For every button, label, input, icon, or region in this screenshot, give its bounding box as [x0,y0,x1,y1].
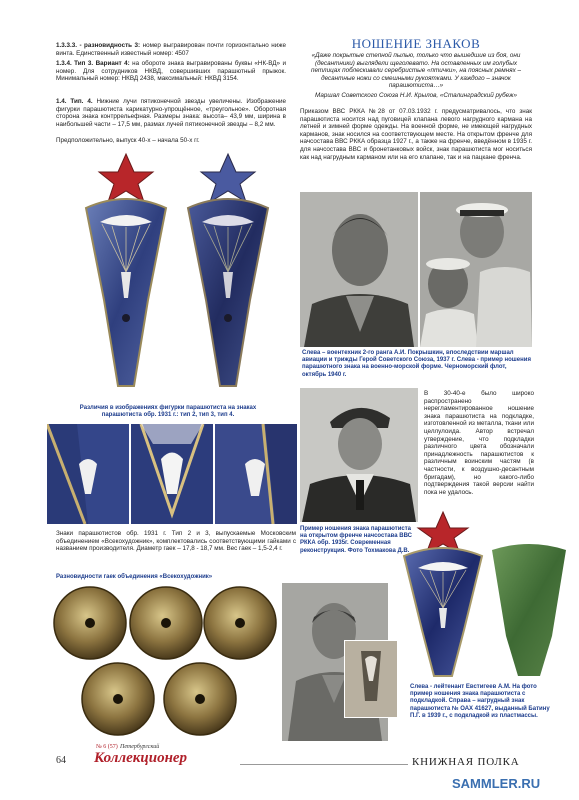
paragraph-type-4: 1.4. Тип. 4. Нижние лучи пятиконечной звезды увеличены. Изображение фигурки парашютиста карикатурно-упрощённое, «треугольное». Оборотная сторона знака контррельефная. Размеры знака: высота– 43,9 мм, ширина в наибольшей части – 17,5 мм, размах лучей пятиконечной звезды – 8,2 мм. [56,98,286,128]
closeup-type-2 [47,424,129,524]
footer-rule [240,764,408,765]
closeup-type-3 [131,424,213,524]
section-title: НОШЕНИЕ ЗНАКОВ [351,36,481,51]
parachutist-badge-left [78,150,174,390]
nut-5 [164,663,236,735]
caption-badge-differences: Различия в изображениях фигурки парашютиста на знаках парашютиста обр. 1931 г.: тип 2, тип 3, тип 4. [79,405,257,419]
page-number: 64 [56,755,66,766]
caption-pokryshkin-sailors: Слева – воентехник 2-го ранга А.И. Покрышкин, впоследствии маршал авиации и трижды Герой Советского Союза, 1937 г. Слева - пример ношения парашютного знака на военно-морской форме. Черноморский флот, октябрь 1940 г. [302,350,531,378]
photo-badge-inset [344,640,398,718]
magazine-logo: Коллекционер [94,750,188,766]
watermark: SAMMLER.RU [452,776,541,791]
paragraph-order-28: Приказом ВВС РККА №28 от 07.03.1932 г. предусматривалось, что знак парашютиста носится над пуговицей клапана левого нагрудного кармана на летней и зимней форме одежды. На военной форме, не имеющей нагрудных карманов, знак носился на соответствующем месте. На открытом френче для начсостава ВВС РККА образца 1927 г., а также на френче, введённом в 1935 г. для начсостава ВВС и бронетанковых войск, знак парашютиста мог носиться как над нагрудным карманом или на его клапане, так и на пацкане френча. [300,108,532,161]
nut-3 [204,587,276,659]
nut-2 [130,587,202,659]
issue-number: № 6 (57) [96,744,118,750]
badge-on-lining [398,510,488,680]
photo-officer [300,388,418,522]
parachutist-badge-right [180,150,276,390]
paragraph-nuts: Знаки парашютистов обр. 1931 г. Тип 2 и 3, выпускаемые Московским объединением «Всекохудожник», комплектовались соответствующими гайками с названием производителя. Диаметр гаек – 17,8 - 18,7 мм. Вес гаек – 1,5-2,4 г. [56,530,296,553]
green-plastic-lining [488,540,570,680]
city-label: Петербургский [120,744,160,750]
epigraph-author: Маршал Советского Союза Н.И. Крылов, «Сталинградский рубеж» [315,92,517,99]
photo-sailors [420,192,532,347]
photo-pokryshkin [300,192,418,347]
caption-officer: Пример ношения знака парашютиста на открытом френче начсостава ВВС РККА обр. 1935г. Современная реконструкция. Фото Тохмакова Д.В. [300,526,413,554]
paragraph-linings: В 30-40-е было широко распространено нерегламентированное ношение знака парашютиста на подкладке, изготовленной из металла, ткани или целлулоида. Автор встречал утверждение, что подкладки различного цвета обозначали принадлежность парашютистов к различным воинским частям (в частности, к воздушно-десантным бригадам), но какого-либо подтверждения такой версии найти пока не удалось. [424,390,534,496]
epigraph-quote: «Даже покрытые степной пылью, только что вышедшие из боя, они (десантники) выглядели щеголевато. На оставленных им голубых петлицах поблескивали серебристые «птички», на поясных ремнях – десантные ножи со смешными рукоятками. У каждого – значок парашютиста…» [311,52,521,90]
nut-4 [82,663,154,735]
rubric-title: КНИЖНАЯ ПОЛКА [412,756,520,768]
caption-nuts: Разновидности гаек объединения «Всекохудожник» [56,574,213,580]
paragraph-variant-4: 1.3.4. Тип 3. Вариант 4: на обороте знака выгравированы буквы «НК-ВД» и номер. Для сотрудников НКВД, совершивших парашютный прыжок. Минимальный номер: НКВД 2438, максимальный: НКВД 3154. [56,60,286,83]
closeup-type-4 [215,424,297,524]
paragraph-variant-3: 1.3.3.3. - разновидность 3: номер выгравирован почти горизонтально ниже винта. Единственный известный номер: 4507 [56,42,286,57]
caption-lieutenant: Слева - лейтенант Евстигеев А.М. На фото пример ношения знака парашютиста с подкладкой. Справа – нагрудный знак парашютиста № ОАХ 41627, выданный Батину П.Г. в 1939 г., с подкладкой из пластмассы. [410,684,550,719]
nuts-photo [48,583,278,743]
nut-1 [54,587,126,659]
paragraph-issue-date: Предположительно, выпуск 40-х – начала 50-х гг. [56,137,200,144]
